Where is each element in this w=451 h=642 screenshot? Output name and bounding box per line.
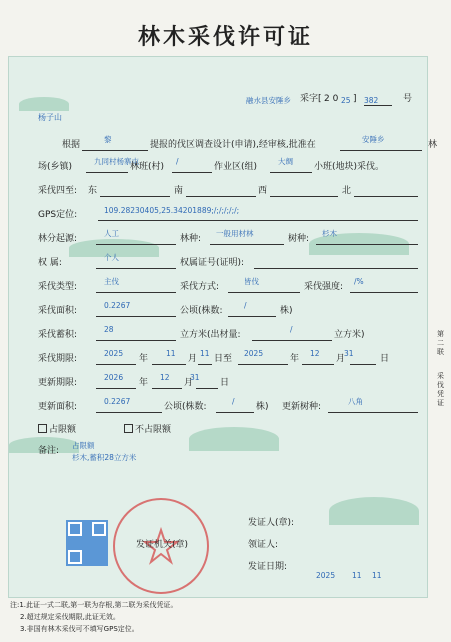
south-line [186, 196, 256, 197]
lin-char: 林 [428, 140, 438, 150]
origin-line [96, 244, 176, 245]
footer-note-3: 3.非国有林木采伐可不填写GPS定位。 [20, 625, 139, 633]
renew-tree-label: 更新树种: [282, 402, 322, 412]
south-label: 南 [174, 186, 184, 196]
gps-label: GPS定位: [38, 210, 78, 220]
checkbox-box[interactable] [38, 424, 47, 433]
period-yue: 月 [188, 354, 198, 364]
renew-ri: 日 [220, 378, 230, 388]
volume-unit: 立方米(出材量: [180, 330, 241, 340]
gps-line [98, 220, 418, 221]
renew-area-count: / [232, 397, 235, 406]
volume-value: 28 [104, 325, 114, 334]
period-nian2: 年 [290, 354, 300, 364]
shu-zhong-value: 杉木 [322, 229, 337, 238]
shu-zhong-line [316, 244, 418, 245]
issue-month: 11 [352, 571, 362, 580]
lin-zhong-line [210, 244, 284, 245]
renew-y-line [96, 388, 136, 389]
group-name: 大绸 [278, 157, 293, 166]
period-d1: 11 [200, 349, 210, 358]
period-m1: 11 [166, 349, 176, 358]
village-line [86, 172, 128, 173]
area-value: 0.2267 [104, 301, 131, 310]
period-m2-line [302, 364, 334, 365]
side-copy-name: 采伐凭证 [437, 372, 444, 407]
applicant-name: 黎 [104, 135, 112, 144]
renew-y: 2026 [104, 373, 124, 382]
renew-area-unit: 公顷(株数: [164, 402, 207, 412]
origin-value: 人工 [104, 229, 119, 238]
volume-line [96, 340, 176, 341]
notes-line1: 占限额 [72, 441, 95, 450]
renew-yue: 月 [184, 378, 194, 388]
chang-label: 场(乡镇) [38, 162, 73, 172]
checkbox-box[interactable] [124, 424, 133, 433]
linban-label: 林班(村) [130, 162, 165, 172]
lin-zhong-value: 一般用材林 [216, 229, 254, 238]
renew-area-line [96, 412, 162, 413]
rights-line [96, 268, 176, 269]
linban-line [172, 172, 212, 173]
checkbox-quota[interactable] [38, 424, 76, 436]
rights-value: 个人 [104, 253, 119, 262]
method-value: 皆伐 [244, 277, 259, 286]
period-y2: 2025 [244, 349, 264, 358]
renew-d: 31 [190, 373, 200, 382]
cut-type-label: 采伐类型: [38, 282, 78, 292]
qr-finder [68, 522, 82, 536]
cut-type-value: 主伐 [104, 277, 119, 286]
period-y1: 2025 [104, 349, 124, 358]
period-m1-line [152, 364, 186, 365]
qr-finder [92, 522, 106, 536]
period-nian: 年 [139, 354, 149, 364]
qr-finder [68, 550, 82, 564]
checkbox-no-quota[interactable] [124, 424, 171, 436]
checkbox-quota-label: 占限额 [49, 425, 77, 435]
village-name: 九同村杨寨屯 [94, 157, 139, 166]
period-label: 采伐期限: [38, 354, 78, 364]
period-d2: 31 [344, 349, 354, 358]
east-line [100, 196, 170, 197]
period-y1-line [96, 364, 136, 365]
approval-text: 提报的伐区调查设计(申请),经审核,批准在 [150, 140, 316, 150]
period-d1-line [198, 364, 212, 365]
gps-value: 109.28230405,25.34201889;/;/;/;/;/; [104, 206, 240, 215]
cert-label: 权属证号(证明): [180, 258, 245, 268]
gen-ju-label: 根据 [62, 140, 81, 150]
qr-code [66, 520, 108, 566]
area-zhu: 株) [280, 306, 293, 316]
area-label: 采伐面积: [38, 306, 78, 316]
lin-zhong-label: 林种: [180, 234, 202, 244]
zuoye-label: 作业区(组) [214, 162, 258, 172]
volume-label: 采伐蓄积: [38, 330, 78, 340]
renew-tree-line [328, 412, 418, 413]
north-label: 北 [342, 186, 352, 196]
period-y2-line [238, 364, 288, 365]
issuer-number: 382 [364, 96, 379, 105]
origin-label: 林分起源: [38, 234, 78, 244]
period-m2: 12 [310, 349, 320, 358]
intensity-label: 采伐强度: [304, 282, 344, 292]
xiaoban-label: 小班(地块)采伐。 [314, 162, 385, 172]
footer-note-2: 2.超过规定采伐期限,此证无效。 [20, 613, 120, 621]
footer-note-1: 注:1.此证一式二联,第一联为存根,第二联为采伐凭证。 [10, 601, 178, 609]
township-line [340, 150, 422, 151]
north-line [354, 196, 418, 197]
applicant-line [82, 150, 148, 151]
notes-label: 备注: [38, 446, 60, 456]
number-line [364, 105, 392, 106]
period-yue2: 月 [336, 354, 346, 364]
area-count: / [244, 301, 247, 310]
volume-out-line [252, 340, 332, 341]
issue-year: 2025 [316, 571, 336, 580]
township-name: 安陲乡 [362, 135, 385, 144]
hao-label: 号 [403, 94, 413, 104]
volume-out: / [290, 325, 293, 334]
rights-label: 权 属: [38, 258, 62, 268]
renew-d-line [196, 388, 218, 389]
issue-day: 11 [372, 571, 382, 580]
method-label: 采伐方式: [180, 282, 220, 292]
intensity-line [350, 292, 418, 293]
renew-area-zhu: 株) [256, 402, 269, 412]
renew-m-line [152, 388, 182, 389]
renew-tree-value: 八角 [348, 397, 363, 406]
notes-line2: 杉木,蓄积28立方米 [72, 453, 137, 462]
renew-m: 12 [160, 373, 170, 382]
decor-hill [19, 97, 69, 111]
sizhi-label: 采伐四至: [38, 186, 78, 196]
volume-unit2: 立方米) [334, 330, 365, 340]
bracket-close: ] [353, 94, 357, 104]
period-ri: 日 [380, 354, 390, 364]
renew-count-line [216, 412, 254, 413]
east-label: 东 [88, 186, 98, 196]
checkbox-no-quota-label: 不占限额 [135, 425, 172, 435]
renew-area-value: 0.2267 [104, 397, 131, 406]
year-prefix: 2 0 [324, 94, 339, 104]
decor-hill [189, 427, 279, 451]
year-suffix: 25 [341, 96, 351, 105]
side-copy-number: 第二联 [437, 330, 444, 356]
method-line [228, 292, 300, 293]
issuer-org-label: 发证机关(章) [136, 540, 189, 550]
shu-zhong-label: 树种: [288, 234, 310, 244]
renew-area-label: 更新面积: [38, 402, 78, 412]
area-line [96, 316, 176, 317]
group-line [270, 172, 312, 173]
area-unit: 公顷(株数: [180, 306, 223, 316]
west-label: 西 [258, 186, 268, 196]
hill-name: 杨子山 [38, 113, 62, 122]
renew-nian: 年 [139, 378, 149, 388]
decor-hill [329, 497, 419, 525]
period-d2-line [350, 364, 376, 365]
intensity-value: /% [354, 277, 364, 286]
cai-zi-label: 采字[ [300, 94, 322, 104]
renew-period-label: 更新期限: [38, 378, 78, 388]
area-count-line [228, 316, 276, 317]
issuer-county: 融水县安陲乡 [246, 96, 291, 105]
west-line [270, 196, 338, 197]
linban-value: / [176, 157, 179, 166]
period-ri-zhi: 日至 [214, 354, 233, 364]
document-title: 林木采伐许可证 [137, 24, 313, 50]
issuer-person-label: 发证人(章): [248, 518, 295, 528]
cert-line [254, 268, 418, 269]
receiver-label: 领证人: [248, 540, 279, 550]
cut-type-line [96, 292, 176, 293]
issue-date-label: 发证日期: [248, 562, 288, 572]
